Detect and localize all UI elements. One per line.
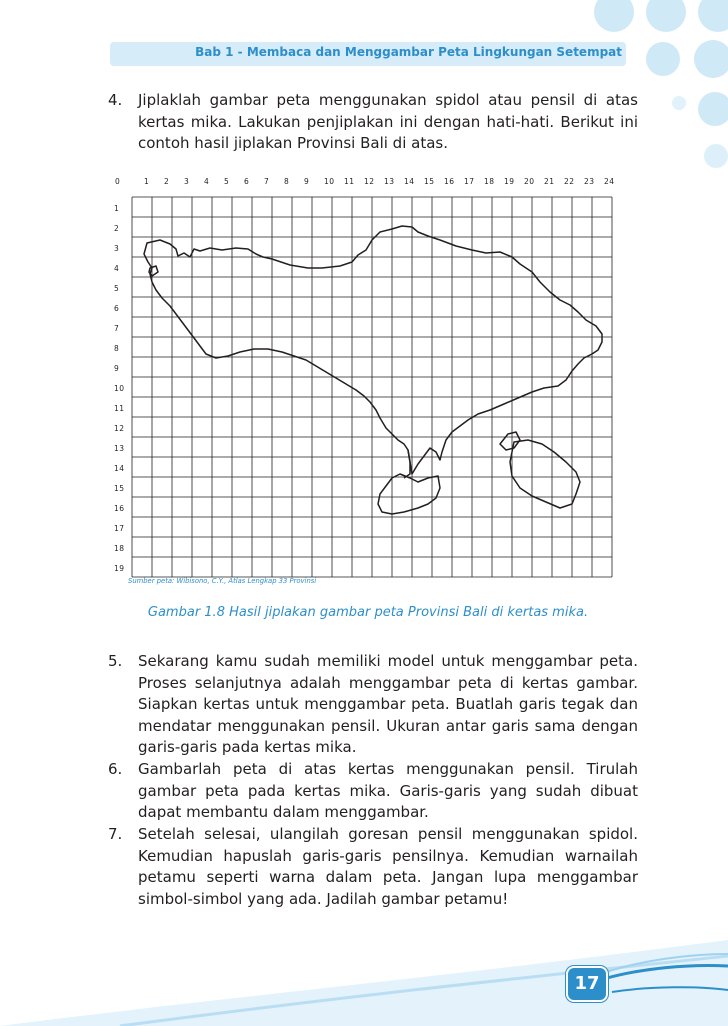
footer-decoration [0, 920, 728, 1026]
grid-x-label: 17 [464, 177, 475, 186]
step-text: Gambarlah peta di atas kertas menggunakan pensil. Tirulah gambar peta pada kertas mika. Garis-garis yang sudah dibuat dapat membantu dalam menggambar. [138, 760, 638, 821]
grid-y-label: 16 [114, 504, 125, 513]
grid-x-label: 8 [284, 177, 290, 186]
grid-x-label: 19 [504, 177, 515, 186]
grid-y-label: 15 [114, 484, 125, 493]
grid-x-label: 3 [184, 177, 190, 186]
grid-x-label: 16 [444, 177, 455, 186]
grid-y-label: 7 [114, 324, 120, 333]
grid-x-label: 23 [584, 177, 595, 186]
step-number: 4. [108, 91, 123, 109]
grid-y-label: 10 [114, 384, 125, 393]
grid-x-label: 21 [544, 177, 555, 186]
grid-x-label: 14 [404, 177, 415, 186]
grid-x-label: 18 [484, 177, 495, 186]
grid-y-label: 11 [114, 404, 125, 413]
grid-y-label: 14 [114, 464, 125, 473]
grid-x-label: 6 [244, 177, 250, 186]
grid-lines [132, 197, 612, 577]
step-number: 5. [108, 652, 123, 670]
figure-caption: Gambar 1.8 Hasil jiplakan gambar peta Provinsi Bali di kertas mika. [147, 605, 589, 620]
grid-x-label: 24 [604, 177, 615, 186]
grid-y-label: 17 [114, 524, 125, 533]
grid-y-label: 1 [114, 204, 120, 213]
grid-y-label: 4 [114, 264, 120, 273]
chapter-header: Bab 1 - Membaca dan Menggambar Peta Lingkungan Setempat [195, 45, 622, 59]
grid-x-label: 13 [384, 177, 395, 186]
grid-x-label: 10 [324, 177, 335, 186]
step-text: Jiplaklah gambar peta menggunakan spidol atau pensil di atas kertas mika. Lakukan penjiplakan ini dengan hati-hati. Berikut ini contoh hasil jiplakan Provinsi Bali di atas. [138, 91, 638, 152]
map-source: Sumber peta: Wibisono, C.Y., Atlas Lengkap 33 Provinsi [128, 577, 317, 585]
grid-x-label: 7 [264, 177, 270, 186]
grid-x-label: 1 [144, 177, 150, 186]
page-number: 17 [566, 966, 608, 1002]
nusa-penida-island [510, 440, 580, 508]
grid-x-label: 4 [204, 177, 210, 186]
step-item [108, 651, 638, 759]
grid-y-label: 5 [114, 284, 120, 293]
grid-x-label: 9 [304, 177, 310, 186]
grid-x-label: 0 [115, 177, 121, 186]
grid-x-label: 11 [344, 177, 355, 186]
grid-x-label: 12 [364, 177, 375, 186]
grid-y-label: 6 [114, 304, 120, 313]
grid-x-label: 20 [524, 177, 535, 186]
grid-x-label: 22 [564, 177, 575, 186]
step-text: Sekarang kamu sudah memiliki model untuk menggambar peta. Proses selanjutnya adalah menggambar peta di kertas gambar. Siapkan kertas untuk menggambar peta. Buatlah garis tegak dan mendatar menggunakan pensil. Ukuran antar garis sama dengan garis-garis pada kertas mika. [138, 652, 638, 756]
grid-y-label: 2 [114, 224, 120, 233]
step-text: Setelah selesai, ulangilah goresan pensil menggunakan spidol. Kemudian hapuslah garis-garis pensilnya. Kemudian warnailah petamu seperti warna dalam peta. Jangan lupa menggambar simbol-simbol yang ada. Jadilah gambar petamu! [138, 825, 638, 908]
grid-y-label: 12 [114, 424, 125, 433]
grid-x-label: 5 [224, 177, 230, 186]
bali-south-peninsula [378, 474, 440, 514]
step-number: 7. [108, 825, 123, 843]
grid-y-label: 13 [114, 444, 125, 453]
step-item [108, 759, 638, 824]
grid-x-label: 2 [164, 177, 170, 186]
grid-y-label: 18 [114, 544, 125, 553]
bali-isthmus [404, 450, 410, 478]
grid-y-label: 8 [114, 344, 120, 353]
grid-y-label: 19 [114, 564, 125, 573]
grid-x-label: 15 [424, 177, 435, 186]
step-number: 6. [108, 760, 123, 778]
bali-outline [144, 226, 602, 514]
grid-y-label: 9 [114, 364, 120, 373]
step-item [108, 824, 638, 910]
grid-y-label: 3 [114, 244, 120, 253]
